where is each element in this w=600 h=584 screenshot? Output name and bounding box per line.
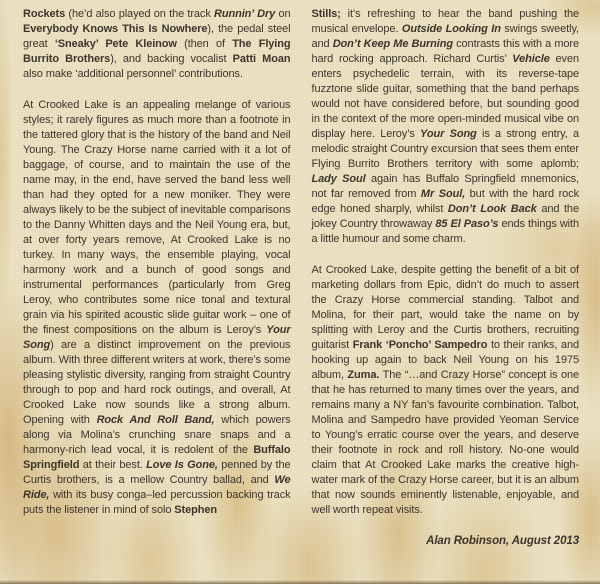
body-text: penned by the Curtis brothers, is a mellow Country ballad, and: [23, 459, 291, 486]
emphasized-text: Frank ‘Poncho’ Sampedro: [352, 339, 488, 351]
body-text: (he’d also played on the track: [65, 8, 215, 20]
emphasized-text: Stephen: [174, 504, 217, 516]
emphasized-text: Your Song: [23, 324, 291, 351]
body-text: contrasts this with a more hard rocking approach. Richard Curtis’: [311, 38, 579, 65]
body-text: ), and backing vocalist: [110, 53, 233, 65]
body-text: ends things with a little humour and some charm.: [311, 218, 579, 245]
paragraph-band-legacy: [312, 263, 580, 518]
paragraph-review-continued: [312, 7, 580, 247]
emphasized-text: Runnin’ Dry: [214, 8, 276, 20]
body-text: ) are a distinct improvement on the previous album. With three different writers at work, there’s some pleasing stylistic diversity, ranging from straight Country through to pop and hard rock outings, and overall, At Crooked Lake now sounds like a strong album. Opening with: [23, 339, 291, 426]
body-text: on: [275, 8, 291, 20]
left-column: [23, 7, 291, 584]
emphasized-text: Zuma.: [347, 369, 380, 381]
body-text: again has Buffalo Springfield mnemonics, not far removed from: [311, 173, 579, 200]
body-text: at their best.: [79, 459, 147, 471]
paragraph-additional-personnel: [23, 7, 291, 82]
body-text: ), the pedal steel great: [23, 23, 291, 50]
emphasized-text: We Ride,: [23, 474, 291, 501]
emphasized-text: 85 El Paso’s: [435, 218, 499, 230]
emphasized-text: Don’t Keep Me Burning: [332, 38, 453, 50]
emphasized-text: Love Is Gone,: [146, 459, 218, 471]
right-column: [312, 7, 580, 584]
body-text: is a strong entry, a melodic straight Country excursion that sees them enter Flying Burrito Brothers territory with some aplomb;: [311, 128, 579, 170]
emphasized-text: Outside Looking In: [401, 23, 501, 35]
author-signature: Alan Robinson, August 2013: [426, 535, 579, 547]
body-text: also make ‘additional personnel’ contributions.: [23, 68, 243, 80]
emphasized-text: Lady Soul: [311, 173, 366, 185]
emphasized-text: ‘Sneaky’ Pete Kleinow: [54, 38, 177, 50]
emphasized-text: Stills;: [311, 8, 341, 20]
body-text: At Crooked Lake, despite getting the benefit of a bit of marketing dollars from Epic, didn’t do much to assert the Crazy Horse commercial standing. Talbot and Molina, for their part, would take the name on by splitting with Leroy and the Curtis brothers, recruiting guitarist: [311, 264, 579, 351]
emphasized-text: Rock And Roll Band,: [96, 414, 215, 426]
body-text: and the jokey Country throwaway: [311, 203, 579, 230]
emphasized-text: Don’t Look Back: [447, 203, 537, 215]
body-text: At Crooked Lake is an appealing melange of various styles; it rarely figures as much more than a footnote in the tattered glory that is the history of the band and Neil Young. The Crazy Horse name carried with it a lot of baggage, of course, and to maintain the use of the name may, in the end, have served the band less well than had they opted for a new moniker. They were always likely to be the subject of inevitable comparisons to the Danny Whitten days and the Neil Young era, but, at over forty years remove, At Crooked Lake is no turkey. In many ways, the ensemble playing, vocal harmony work and a bunch of good songs and instrumental performances (particularly from Greg Leroy, who contributes some nice tonal and textural grain via his spirited acoustic slide guitar work – one of the finest compositions on the album is Leroy’s: [23, 99, 291, 336]
emphasized-text: The Flying Burrito Brothers: [23, 38, 291, 65]
body-text: it’s refreshing to hear the band pushing the musical envelope.: [311, 8, 579, 35]
body-text: The “…and Crazy Horse” concept is one that he has returned to many times over the years, and remains many a NY fan’s favourite combination. Talbot, Molina and Sampedro have provided Yeoman Service to Young’s erratic course over the years, and deserve their footnote in rock and roll history. No-one would claim that At Crooked Lake marks the creative high-water mark of the Crazy Horse career, but it is an album that now sounds eminently listenable, enjoyable, and well worth repeat visits.: [311, 369, 580, 516]
body-text: to their ranks, and hooking up again to back Neil Young on his 1975 album,: [311, 339, 579, 381]
emphasized-text: Your Song: [420, 128, 477, 140]
paragraph-album-review: [23, 98, 291, 518]
body-text: but with the hard rock edge honed sharply, whilst: [311, 188, 579, 215]
body-text: swings sweetly, and: [311, 23, 580, 50]
body-text: even enters psychedelic terrain, with its reverse-tape fuzztone slide guitar, something that the band perhaps would not have considered before, but sounding good in the context of the more open-minded musical vibe on display here. Leroy’s: [311, 53, 579, 140]
emphasized-text: Everybody Knows This Is Nowhere: [23, 23, 208, 35]
emphasized-text: Rockets: [23, 8, 66, 20]
emphasized-text: Vehicle: [512, 53, 550, 65]
emphasized-text: Buffalo Springfield: [23, 444, 291, 471]
emphasized-text: Mr Soul,: [420, 188, 466, 200]
body-text: which powers along via Molina’s crunching snare snaps and a harmony-rich lead vocal, it is redolent of the: [23, 414, 291, 456]
body-text: (then of: [176, 38, 233, 50]
emphasized-text: Patti Moan: [232, 53, 291, 65]
body-text: with its busy conga–led percussion backing track puts the listener in mind of solo: [23, 489, 291, 516]
